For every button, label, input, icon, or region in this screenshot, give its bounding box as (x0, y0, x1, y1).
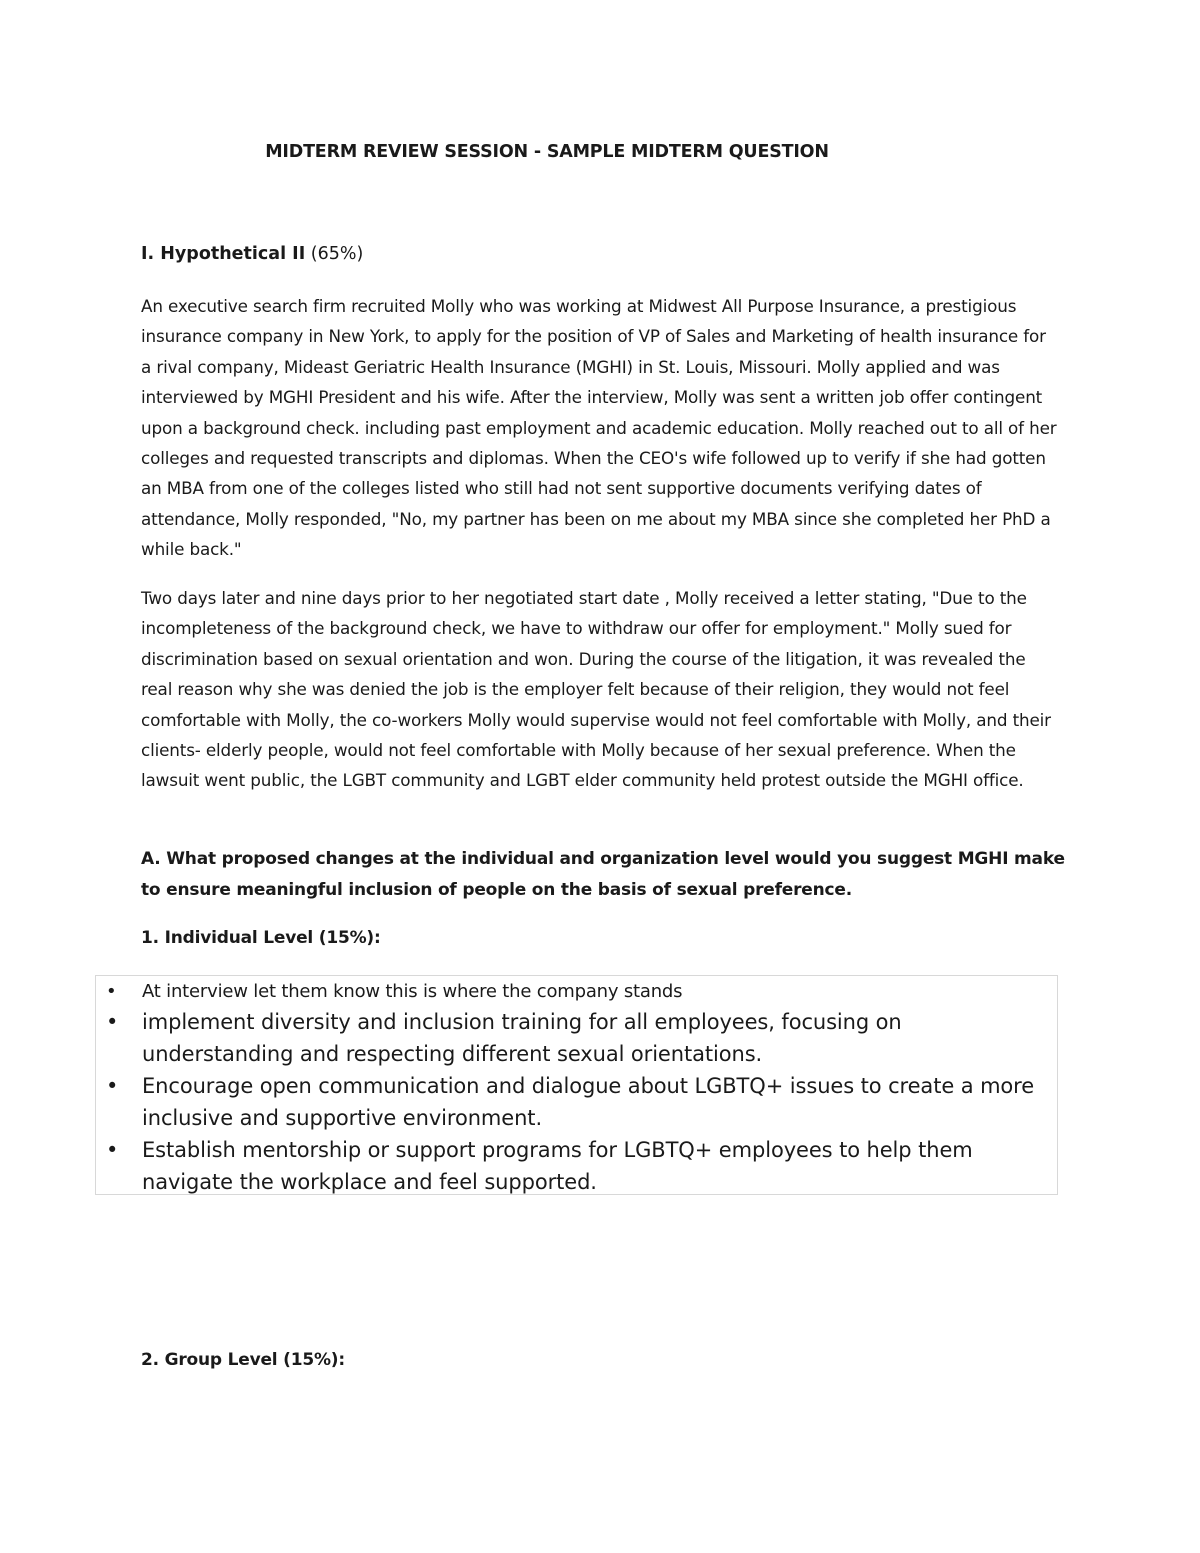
question-a: A. What proposed changes at the individual and organization level would you suggest MGHI make to ensure meaningful inclusion of people on the basis of sexual preference. (141, 849, 1065, 900)
individual-level-heading: 1. Individual Level (15%): (141, 928, 381, 948)
group-level-heading: 2. Group Level (15%): (141, 1350, 345, 1370)
answer-text: At interview let them know this is where the company stands (142, 981, 683, 1002)
list-item (96, 1006, 1056, 1070)
list-item (96, 1134, 1056, 1198)
answer-text: Encourage open communication and dialogue about LGBTQ+ issues to create a more inclusive and supportive environment. (142, 1074, 1035, 1130)
answer-text: implement diversity and inclusion training for all employees, focusing on understanding and respecting different sexual orientations. (142, 1010, 902, 1066)
section-heading (141, 244, 363, 264)
bullet-icon: • (106, 1138, 119, 1162)
list-item (96, 1070, 1056, 1134)
answer-list (96, 978, 1056, 1198)
answer-text-box[interactable] (95, 975, 1058, 1195)
bullet-icon: • (106, 1010, 119, 1034)
bullet-icon: • (106, 1074, 119, 1098)
bullet-icon: • (106, 981, 117, 1002)
scenario-paragraph-1: An executive search firm recruited Molly who was working at Midwest All Purpose Insurance, a prestigious insurance company in New York, to apply for the position of VP of Sales and Marketing of health insurance for a rival company, Mideast Geriatric Health Insurance (MGHI) in St. Louis, Missouri. Molly applied and was interviewed by MGHI President and his wife. After the interview, Molly was sent a written job offer contingent upon a background check. including past employment and academic education. Molly reached out to all of her colleges and requested transcripts and diplomas. When the CEO's wife followed up to verify if she had gotten an MBA from one of the colleges listed who still had not sent supportive documents verifying dates of attendance, Molly responded, "No, my partner has been on me about my MBA since she completed her PhD a while back." (141, 296, 1057, 560)
page-title: MIDTERM REVIEW SESSION - SAMPLE MIDTERM QUESTION (265, 142, 829, 162)
answer-text: Establish mentorship or support programs for LGBTQ+ employees to help them navigate the workplace and feel supported. (142, 1138, 973, 1194)
section-weight: (65%) (310, 244, 364, 264)
scenario-paragraph-2: Two days later and nine days prior to her negotiated start date , Molly received a letter stating, "Due to the incompleteness of the background check, we have to withdraw our offer for employment." Molly sued for discrimination based on sexual orientation and won. During the course of the litigation, it was revealed the real reason why she was denied the job is the employer felt because of their religion, they would not feel comfortable with Molly, the co-workers Molly would supervise would not feel comfortable with Molly, and their clients- elderly people, would not feel comfortable with Molly because of her sexual preference. When the lawsuit went public, the LGBT community and LGBT elder community held protest outside the MGHI office. (141, 588, 1051, 791)
list-item (96, 978, 1056, 1006)
section-label: I. Hypothetical II (141, 244, 306, 264)
